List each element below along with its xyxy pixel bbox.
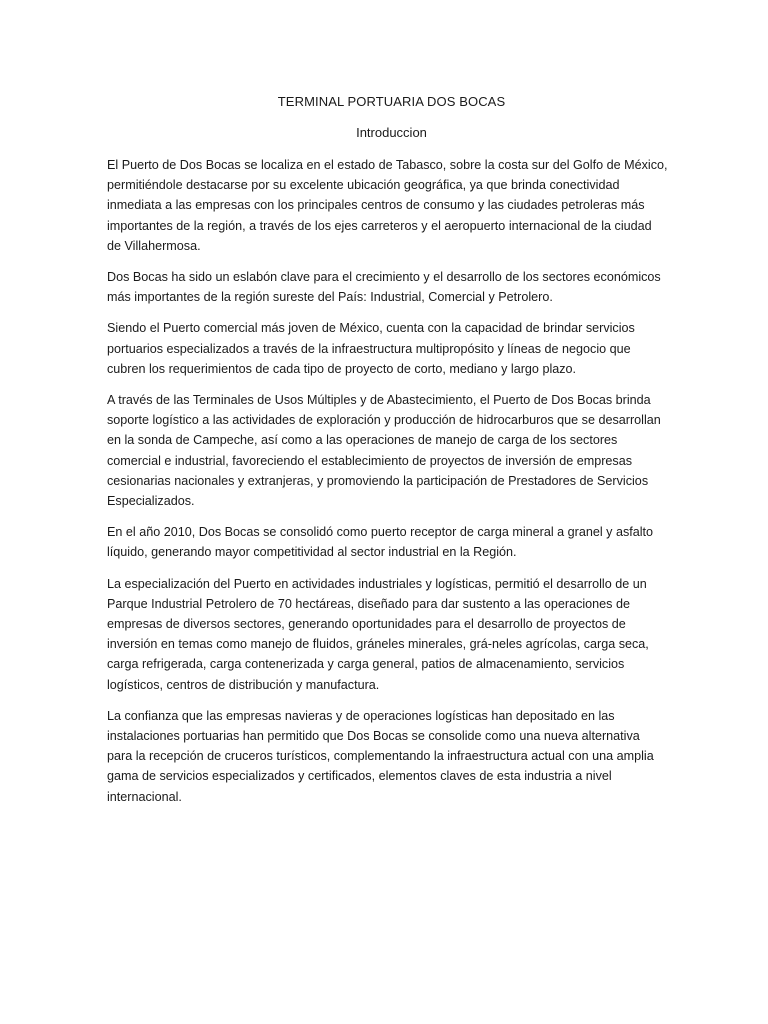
paragraph-3: Siendo el Puerto comercial más joven de México, cuenta con la capacidad de brindar servicios portuarios especializados a través de la infraestructura multipropósito y líneas de negocio que cubren los requerimientos de cada tipo de proyecto de corto, mediano y largo plazo. — [107, 321, 635, 376]
paragraph-5: En el año 2010, Dos Bocas se consolidó como puerto receptor de carga mineral a granel y asfalto líquido, generando mayor competitividad al sector industrial en la Región. — [107, 525, 654, 560]
document-subtitle: Introduccion — [356, 125, 427, 140]
paragraph-4: A través de las Terminales de Usos Múltiples y de Abastecimiento, el Puerto de Dos Bocas brinda soporte logístico a las actividades de exploración y producción de hidrocarburos que se desarrollan en la sonda de Campeche, así como a las operaciones de manejo de carga de los sectores comercial e industrial, favoreciendo el establecimiento de proyectos de inversión de empresas cesionarias nacionales y extranjeras, y promoviendo la participación de Prestadores de Servicios Especializados. — [107, 393, 661, 509]
paragraph-6: La especialización del Puerto en actividades industriales y logísticas, permitió el desarrollo de un Parque Industrial Petrolero de 70 hectáreas, diseñado para dar sustento a las operaciones de empresas de diversos sectores, generando oportunidades para el desarrollo de proyectos de inversión en temas como manejo de fluidos, gráneles minerales, grá-neles agrícolas, carga seca, carga refrigerada, carga contenerizada y carga general, patios de almacenamiento, servicios logísticos, centros de distribución y manufactura. — [107, 576, 649, 692]
paragraph-1: El Puerto de Dos Bocas se localiza en el estado de Tabasco, sobre la costa sur del Golfo de México, permitiéndole destacarse por su excelente ubicación geográfica, ya que brinda conectividad inmediata a las empresas con los principales centros de consumo y las ciudades petroleras más importantes de la región, a través de los ejes carreteros y el aeropuerto internacional de la ciudad de Villahermosa. — [107, 158, 668, 253]
paragraph-7: La confianza que las empresas navieras y de operaciones logísticas han depositado en las instalaciones portuarias han permitido que Dos Bocas se consolide como una nueva alternativa para la recepción de cruceros turísticos, complementando la infraestructura actual con una amplia gama de servicios especializados y certificados, elementos claves de esta industria a nivel internacional. — [107, 708, 654, 804]
paragraph-2: Dos Bocas ha sido un eslabón clave para el crecimiento y el desarrollo de los sectores económicos más importantes de la región sureste del País: Industrial, Comercial y Petrolero. — [107, 270, 661, 305]
document-title: TERMINAL PORTUARIA DOS BOCAS — [277, 94, 506, 109]
